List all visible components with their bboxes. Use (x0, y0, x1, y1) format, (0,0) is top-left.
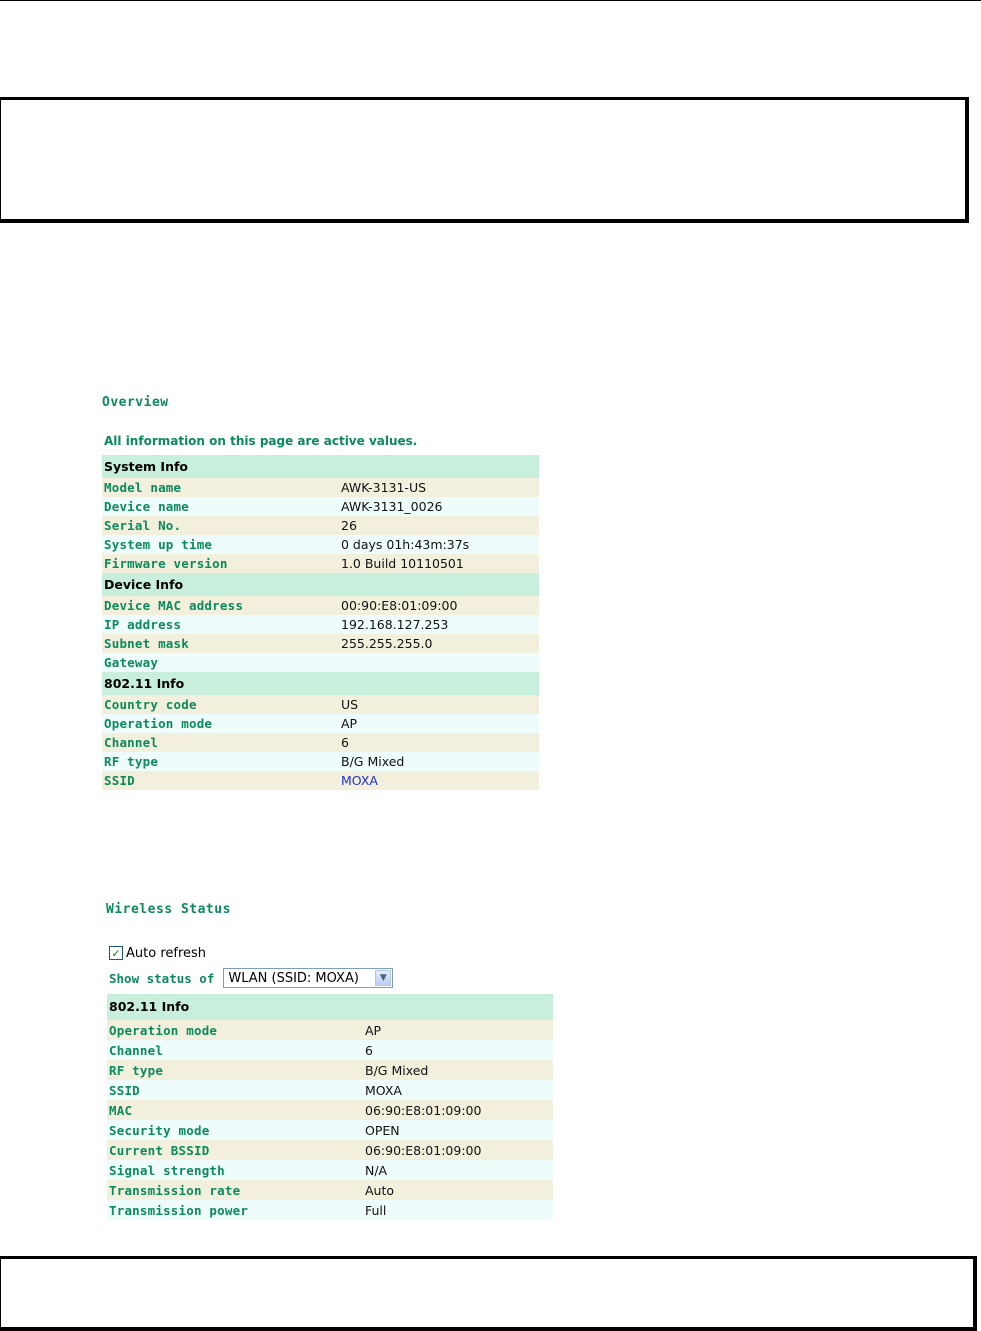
row-label: RF type (102, 752, 339, 771)
row-label: SSID (102, 771, 339, 790)
show-status-label: Show status of (109, 970, 215, 986)
note-box-top (0, 97, 969, 223)
row-value: B/G Mixed (339, 752, 539, 771)
table-row (107, 1200, 553, 1220)
row-label: Transmission power (107, 1200, 363, 1220)
table-row (107, 1080, 553, 1100)
row-label: Serial No. (102, 516, 339, 535)
table-row (102, 596, 539, 615)
row-label: Device MAC address (102, 596, 339, 615)
row-value: 6 (339, 733, 539, 752)
ssid-link[interactable]: MOXA (339, 771, 539, 790)
table-row (102, 516, 539, 535)
overview-notice: All information on this page are active values. (104, 434, 418, 448)
row-value: 255.255.255.0 (339, 634, 539, 653)
show-status-row (109, 966, 393, 990)
row-value: 26 (339, 516, 539, 535)
auto-refresh-label: Auto refresh (126, 945, 207, 961)
table-row (102, 733, 539, 752)
section-system-info (102, 455, 539, 478)
row-value: AWK-3131-US (339, 478, 539, 497)
auto-refresh-checkbox[interactable] (109, 946, 123, 960)
table-row (107, 1020, 553, 1040)
table-row (102, 535, 539, 554)
row-value: 1.0 Build 10110501 (339, 554, 539, 573)
table-row (107, 1160, 553, 1180)
row-value: B/G Mixed (363, 1060, 553, 1080)
row-value: MOXA (363, 1080, 553, 1100)
chevron-down-icon[interactable]: ▼ (375, 970, 391, 986)
row-value: Auto (363, 1180, 553, 1200)
row-value: N/A (363, 1160, 553, 1180)
section-header: Device Info (102, 573, 539, 596)
show-status-select[interactable] (223, 968, 393, 988)
row-value: AWK-3131_0026 (339, 497, 539, 516)
row-label: SSID (107, 1080, 363, 1100)
table-row (102, 478, 539, 497)
table-row (102, 695, 539, 714)
table-row (102, 634, 539, 653)
section-header: 802.11 Info (102, 672, 539, 695)
note-box-bottom (0, 1256, 977, 1331)
section-80211-info (102, 672, 539, 695)
row-label: Operation mode (102, 714, 339, 733)
row-label: Operation mode (107, 1020, 363, 1040)
table-row (107, 1140, 553, 1160)
row-label: Transmission rate (107, 1180, 363, 1200)
row-value: 06:90:E8:01:09:00 (363, 1140, 553, 1160)
row-label: Subnet mask (102, 634, 339, 653)
row-label: Channel (102, 733, 339, 752)
row-label: Firmware version (102, 554, 339, 573)
section-header: System Info (102, 455, 539, 478)
row-label: Device name (102, 497, 339, 516)
table-row (102, 752, 539, 771)
checkmark-icon: ✓ (111, 946, 121, 960)
table-row (102, 615, 539, 634)
row-label: Current BSSID (107, 1140, 363, 1160)
auto-refresh-row (109, 944, 206, 962)
table-row (102, 653, 539, 672)
section-80211-info (107, 994, 553, 1020)
table-row (107, 1100, 553, 1120)
row-value: 6 (363, 1040, 553, 1060)
overview-title: Overview (102, 395, 169, 410)
table-row (102, 554, 539, 573)
row-value: 0 days 01h:43m:37s (339, 535, 539, 554)
table-row (102, 714, 539, 733)
wireless-status-title: Wireless Status (106, 902, 231, 917)
row-value: 192.168.127.253 (339, 615, 539, 634)
overview-table (102, 455, 539, 790)
row-label: Model name (102, 478, 339, 497)
row-value: AP (339, 714, 539, 733)
row-value: OPEN (363, 1120, 553, 1140)
row-label: Signal strength (107, 1160, 363, 1180)
row-label: System up time (102, 535, 339, 554)
row-value: 06:90:E8:01:09:00 (363, 1100, 553, 1120)
show-status-selected-value: WLAN (SSID: MOXA) (228, 970, 359, 986)
wireless-status-table (107, 994, 553, 1220)
row-value: US (339, 695, 539, 714)
row-label: RF type (107, 1060, 363, 1080)
section-device-info (102, 573, 539, 596)
table-row (107, 1120, 553, 1140)
row-label: Country code (102, 695, 339, 714)
row-label: IP address (102, 615, 339, 634)
table-row (102, 771, 539, 790)
row-value: Full (363, 1200, 553, 1220)
table-row (107, 1060, 553, 1080)
row-value (339, 653, 539, 672)
row-label: Gateway (102, 653, 339, 672)
row-label: Security mode (107, 1120, 363, 1140)
table-row (107, 1040, 553, 1060)
table-row (102, 497, 539, 516)
table-row (107, 1180, 553, 1200)
row-label: Channel (107, 1040, 363, 1060)
top-divider (0, 0, 981, 1)
row-label: MAC (107, 1100, 363, 1120)
row-value: AP (363, 1020, 553, 1040)
row-value: 00:90:E8:01:09:00 (339, 596, 539, 615)
section-header: 802.11 Info (107, 994, 553, 1020)
